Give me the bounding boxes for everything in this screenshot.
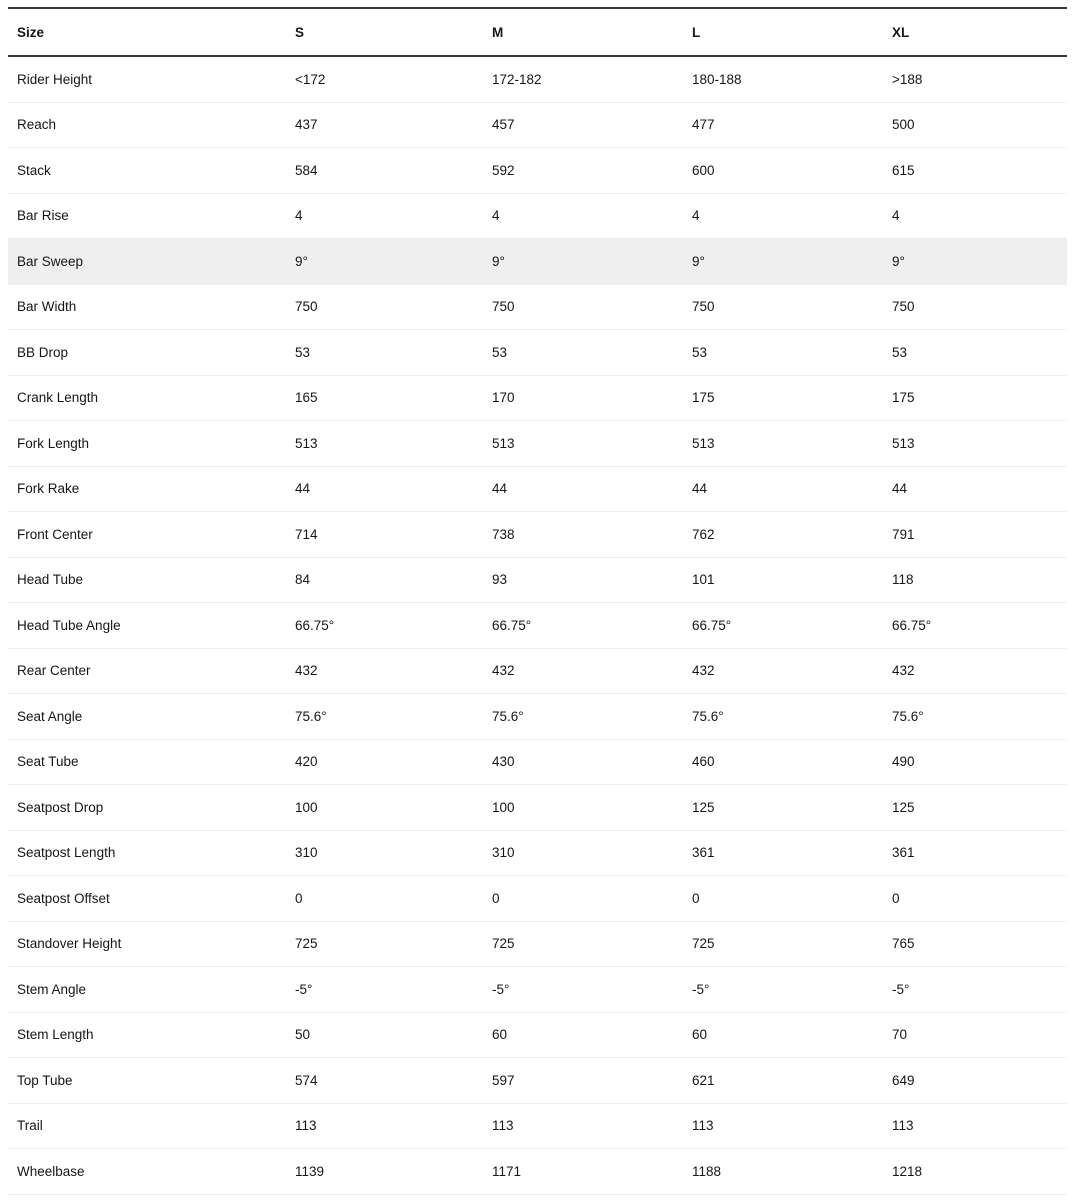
cell-s: 113: [295, 1118, 317, 1134]
cell-m: 457: [492, 117, 515, 133]
cell-s: 310: [295, 845, 318, 861]
table-row[interactable]: [8, 148, 1067, 194]
cell-xl: 75.6°: [892, 708, 924, 724]
cell-xl: 0: [892, 890, 900, 906]
cell-s: 165: [295, 390, 318, 406]
cell-xl: 70: [892, 1027, 908, 1043]
cell-l: 66.75°: [692, 617, 732, 633]
cell-m: 513: [492, 435, 515, 451]
cell-l: 75.6°: [692, 708, 724, 724]
cell-l: 44: [692, 481, 708, 497]
cell-s: 50: [295, 1027, 311, 1043]
table-row[interactable]: [8, 876, 1067, 922]
cell-l: 725: [692, 936, 715, 952]
cell-l: 460: [692, 754, 715, 770]
cell-s: 44: [295, 481, 311, 497]
cell-m: 750: [492, 299, 515, 315]
row-label: Bar Width: [17, 299, 77, 315]
cell-m: 738: [492, 526, 515, 542]
cell-m: 725: [492, 936, 515, 952]
cell-m: 4: [492, 208, 500, 224]
row-label: Standover Height: [17, 936, 122, 952]
table-row[interactable]: [8, 1012, 1067, 1058]
row-label: Reach: [17, 117, 57, 133]
cell-xl: >188: [892, 71, 923, 87]
cell-s: 513: [295, 435, 318, 451]
table-row[interactable]: [8, 557, 1067, 603]
cell-xl: 175: [892, 390, 915, 406]
cell-s: 100: [295, 799, 318, 815]
cell-l: 53: [692, 344, 708, 360]
cell-l: 621: [692, 1072, 715, 1088]
row-label: Bar Sweep: [17, 253, 84, 269]
row-label: Seatpost Length: [17, 845, 116, 861]
cell-m: 310: [492, 845, 515, 861]
row-label: Wheelbase: [17, 1163, 85, 1179]
cell-l: 113: [692, 1118, 714, 1134]
table-row[interactable]: [8, 967, 1067, 1013]
cell-xl: 750: [892, 299, 915, 315]
cell-xl: 53: [892, 344, 908, 360]
row-label: Stem Length: [17, 1027, 94, 1043]
table-row[interactable]: [8, 830, 1067, 876]
cell-m: 66.75°: [492, 617, 532, 633]
cell-s: 53: [295, 344, 311, 360]
cell-xl: 432: [892, 663, 915, 679]
cell-l: 361: [692, 845, 715, 861]
cell-m: 432: [492, 663, 515, 679]
row-label: Front Center: [17, 526, 93, 542]
cell-s: 584: [295, 162, 318, 178]
cell-s: 432: [295, 663, 318, 679]
cell-l: 101: [692, 572, 715, 588]
cell-l: 125: [692, 799, 715, 815]
header-row: [8, 8, 1067, 56]
cell-s: 9°: [295, 253, 308, 269]
row-label: Top Tube: [17, 1072, 73, 1088]
table-row[interactable]: [8, 1103, 1067, 1149]
cell-m: 172-182: [492, 71, 542, 87]
cell-xl: 649: [892, 1072, 915, 1088]
cell-l: 477: [692, 117, 715, 133]
cell-l: 513: [692, 435, 715, 451]
row-label: Crank Length: [17, 390, 99, 406]
cell-m: 93: [492, 572, 508, 588]
cell-s: 420: [295, 754, 318, 770]
cell-s: 725: [295, 936, 318, 952]
table-row[interactable]: [8, 421, 1067, 467]
cell-xl: 500: [892, 117, 915, 133]
header-size-label: Size: [17, 24, 45, 40]
cell-s: -5°: [295, 981, 313, 997]
cell-xl: 118: [892, 572, 914, 588]
cell-m: 113: [492, 1118, 514, 1134]
cell-m: 44: [492, 481, 508, 497]
cell-xl: 361: [892, 845, 915, 861]
cell-xl: 66.75°: [892, 617, 932, 633]
cell-m: 9°: [492, 253, 505, 269]
table-row[interactable]: [8, 1149, 1067, 1195]
cell-m: 597: [492, 1072, 515, 1088]
table-row[interactable]: [8, 739, 1067, 785]
row-label: Seat Angle: [17, 708, 83, 724]
cell-xl: 9°: [892, 253, 905, 269]
row-label: Rider Height: [17, 71, 93, 87]
cell-m: 0: [492, 890, 500, 906]
row-label: Rear Center: [17, 663, 91, 679]
cell-s: 1139: [295, 1163, 325, 1179]
cell-m: 430: [492, 754, 515, 770]
cell-xl: 125: [892, 799, 915, 815]
row-label: Stack: [17, 162, 51, 178]
row-label: Bar Rise: [17, 208, 69, 224]
cell-m: 1171: [492, 1163, 522, 1179]
cell-l: 60: [692, 1027, 708, 1043]
cell-l: 4: [692, 208, 700, 224]
cell-xl: 765: [892, 936, 915, 952]
row-label: Seat Tube: [17, 754, 79, 770]
table-row[interactable]: [8, 466, 1067, 512]
cell-s: 75.6°: [295, 708, 327, 724]
cell-s: 714: [295, 526, 318, 542]
cell-s: 574: [295, 1072, 318, 1088]
table-row[interactable]: [8, 239, 1067, 285]
cell-s: <172: [295, 71, 326, 87]
cell-m: -5°: [492, 981, 510, 997]
table-row[interactable]: [8, 603, 1067, 649]
cell-s: 437: [295, 117, 318, 133]
cell-xl: 1218: [892, 1163, 923, 1179]
cell-l: 762: [692, 526, 715, 542]
row-label: Fork Rake: [17, 481, 80, 497]
table-row[interactable]: [8, 512, 1067, 558]
geometry-table: [8, 7, 1067, 1195]
cell-m: 100: [492, 799, 515, 815]
cell-l: -5°: [692, 981, 710, 997]
table-row[interactable]: [8, 785, 1067, 831]
table-row[interactable]: [8, 375, 1067, 421]
cell-xl: 44: [892, 481, 908, 497]
cell-m: 60: [492, 1027, 508, 1043]
cell-l: 750: [692, 299, 715, 315]
cell-s: 0: [295, 890, 303, 906]
cell-xl: -5°: [892, 981, 910, 997]
table-row[interactable]: [8, 193, 1067, 239]
row-label: Seatpost Offset: [17, 890, 110, 906]
cell-l: 432: [692, 663, 715, 679]
cell-xl: 513: [892, 435, 915, 451]
cell-m: 592: [492, 162, 515, 178]
table-row[interactable]: [8, 284, 1067, 330]
cell-l: 175: [692, 390, 715, 406]
table-row[interactable]: [8, 330, 1067, 376]
header-col-l: L: [692, 24, 701, 40]
row-label: Seatpost Drop: [17, 799, 104, 815]
cell-xl: 615: [892, 162, 915, 178]
header-col-xl: XL: [892, 24, 910, 40]
row-label: Head Tube: [17, 572, 84, 588]
cell-xl: 791: [892, 526, 915, 542]
table-row[interactable]: [8, 1058, 1067, 1104]
cell-m: 53: [492, 344, 508, 360]
table-row[interactable]: [8, 921, 1067, 967]
cell-xl: 490: [892, 754, 915, 770]
cell-l: 9°: [692, 253, 705, 269]
cell-l: 600: [692, 162, 715, 178]
row-label: Stem Angle: [17, 981, 87, 997]
cell-xl: 4: [892, 208, 900, 224]
cell-m: 170: [492, 390, 515, 406]
cell-xl: 113: [892, 1118, 914, 1134]
cell-s: 84: [295, 572, 311, 588]
cell-m: 75.6°: [492, 708, 524, 724]
header-col-m: M: [492, 24, 504, 40]
table-row[interactable]: [8, 102, 1067, 148]
header-col-s: S: [295, 24, 305, 40]
cell-l: 180-188: [692, 71, 742, 87]
table-row[interactable]: [8, 648, 1067, 694]
row-label: Fork Length: [17, 435, 90, 451]
cell-s: 750: [295, 299, 318, 315]
cell-s: 4: [295, 208, 303, 224]
table-row[interactable]: [8, 694, 1067, 740]
row-label: BB Drop: [17, 344, 69, 360]
cell-s: 66.75°: [295, 617, 335, 633]
row-label: Trail: [17, 1118, 43, 1134]
table-row[interactable]: [8, 56, 1067, 102]
cell-l: 0: [692, 890, 700, 906]
cell-l: 1188: [692, 1163, 722, 1179]
row-label: Head Tube Angle: [17, 617, 121, 633]
